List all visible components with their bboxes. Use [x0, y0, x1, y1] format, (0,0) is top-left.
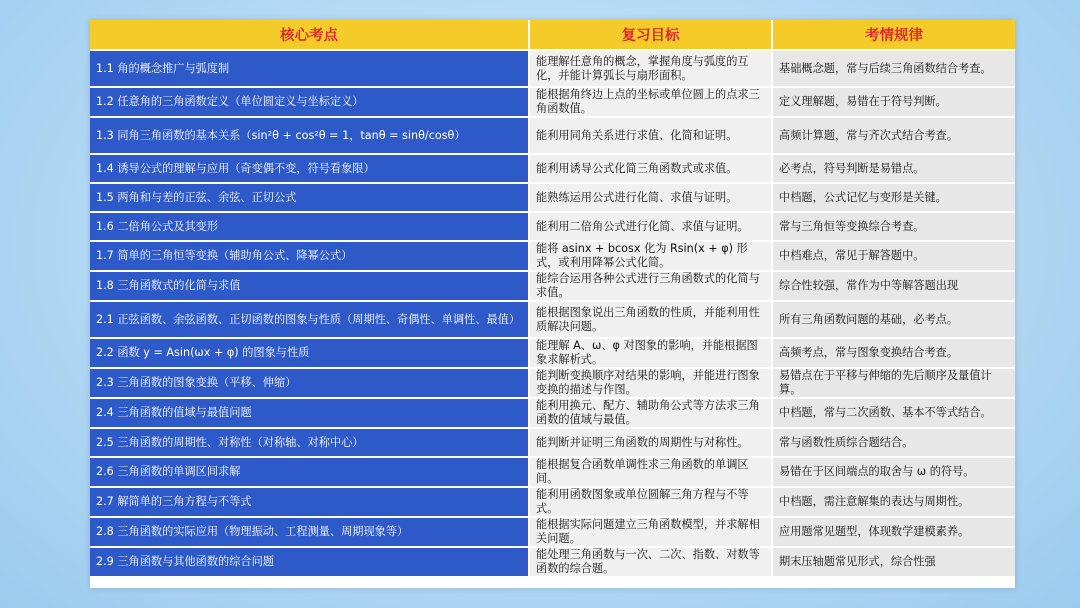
- table-row: [90, 302, 1015, 339]
- table-row: [90, 399, 1015, 429]
- topic-cell: 2.5 三角函数的周期性、对称性（对称轴、对称中心）: [90, 429, 530, 458]
- table-row: [90, 458, 1015, 488]
- table-row: [90, 88, 1015, 118]
- table-row: [90, 242, 1015, 272]
- pattern-cell: 易错在于区间端点的取舍与 ω 的符号。: [773, 458, 1015, 488]
- topic-cell: 1.2 任意角的三角函数定义（单位圆定义与坐标定义）: [90, 88, 530, 118]
- goal-cell: 能利用诱导公式化简三角函数式或求值。: [530, 155, 773, 184]
- table-row: [90, 118, 1015, 155]
- table-row: [90, 184, 1015, 213]
- goal-cell: 能根据角终边上点的坐标或单位圆上的点求三角函数值。: [530, 88, 773, 118]
- topic-cell: 1.7 简单的三角恒等变换（辅助角公式、降幂公式）: [90, 242, 530, 272]
- goal-cell: 能理解任意角的概念，掌握角度与弧度的互化，并能计算弧长与扇形面积。: [530, 51, 773, 88]
- pattern-cell: 期末压轴题常见形式，综合性强: [773, 548, 1015, 578]
- pattern-cell: 中档题，需注意解集的表达与周期性。: [773, 488, 1015, 518]
- topic-cell: 2.2 函数 y = Asin(ωx + φ) 的图象与性质: [90, 339, 530, 369]
- table-row: [90, 488, 1015, 518]
- goal-cell: 能处理三角函数与一次、二次、指数、对数等函数的综合题。: [530, 548, 773, 578]
- pattern-cell: 常与三角恒等变换综合考查。: [773, 213, 1015, 242]
- goal-cell: 能将 asinx + bcosx 化为 Rsin(x + φ) 形式，或利用降幂公式化简。: [530, 242, 773, 272]
- pattern-cell: 应用题常见题型，体现数学建模素养。: [773, 518, 1015, 548]
- goal-cell: 能利用二倍角公式进行化简、求值与证明。: [530, 213, 773, 242]
- pattern-cell: 必考点，符号判断是易错点。: [773, 155, 1015, 184]
- topic-cell: 2.7 解简单的三角方程与不等式: [90, 488, 530, 518]
- table-row: [90, 339, 1015, 369]
- pattern-cell: 中档题，常与二次函数、基本不等式结合。: [773, 399, 1015, 429]
- topic-cell: 1.6 二倍角公式及其变形: [90, 213, 530, 242]
- pattern-cell: 高频考点，常与图象变换结合考查。: [773, 339, 1015, 369]
- goal-cell: 能利用换元、配方、辅助角公式等方法求三角函数的值域与最值。: [530, 399, 773, 429]
- topic-cell: 1.1 角的概念推广与弧度制: [90, 51, 530, 88]
- topic-cell: 1.3 同角三角函数的基本关系（sin²θ + cos²θ = 1，tanθ = sinθ/cosθ）: [90, 118, 530, 155]
- table-row: [90, 429, 1015, 458]
- topic-cell: 1.4 诱导公式的理解与应用（奇变偶不变，符号看象限）: [90, 155, 530, 184]
- pattern-cell: 定义理解题，易错在于符号判断。: [773, 88, 1015, 118]
- table-row: [90, 369, 1015, 399]
- table-row: [90, 213, 1015, 242]
- header-review-goal: 复习目标: [530, 20, 773, 51]
- slide: [90, 20, 1015, 588]
- header-exam-pattern: 考情规律: [773, 20, 1015, 51]
- topic-cell: 2.1 正弦函数、余弦函数、正切函数的图象与性质（周期性、奇偶性、单调性、最值）: [90, 302, 530, 339]
- goal-cell: 能利用函数图象或单位圆解三角方程与不等式。: [530, 488, 773, 518]
- topic-cell: 2.3 三角函数的图象变换（平移、伸缩）: [90, 369, 530, 399]
- pattern-cell: 易错点在于平移与伸缩的先后顺序及量值计算。: [773, 369, 1015, 399]
- pattern-cell: 所有三角函数问题的基础，必考点。: [773, 302, 1015, 339]
- pattern-cell: 中档难点，常见于解答题中。: [773, 242, 1015, 272]
- header-core-topic: 核心考点: [90, 20, 530, 51]
- topic-cell: 2.4 三角函数的值域与最值问题: [90, 399, 530, 429]
- table-header-row: [90, 20, 1015, 51]
- goal-cell: 能理解 A、ω、φ 对图象的影响，并能根据图象求解析式。: [530, 339, 773, 369]
- goal-cell: 能判断变换顺序对结果的影响，并能进行图象变换的描述与作图。: [530, 369, 773, 399]
- goal-cell: 能综合运用各种公式进行三角函数式的化简与求值。: [530, 272, 773, 302]
- pattern-cell: 高频计算题，常与齐次式结合考查。: [773, 118, 1015, 155]
- goal-cell: 能根据图象说出三角函数的性质，并能利用性质解决问题。: [530, 302, 773, 339]
- pattern-cell: 常与函数性质综合题结合。: [773, 429, 1015, 458]
- goal-cell: 能根据复合函数单调性求三角函数的单调区间。: [530, 458, 773, 488]
- topic-cell: 1.5 两角和与差的正弦、余弦、正切公式: [90, 184, 530, 213]
- topic-cell: 2.9 三角函数与其他函数的综合问题: [90, 548, 530, 578]
- topic-cell: 2.6 三角函数的单调区间求解: [90, 458, 530, 488]
- pattern-cell: 基础概念题，常与后续三角函数结合考查。: [773, 51, 1015, 88]
- table-row: [90, 272, 1015, 302]
- table-row: [90, 51, 1015, 88]
- review-table: [90, 20, 1015, 578]
- table-row: [90, 518, 1015, 548]
- goal-cell: 能利用同角关系进行求值、化简和证明。: [530, 118, 773, 155]
- topic-cell: 1.8 三角函数式的化简与求值: [90, 272, 530, 302]
- pattern-cell: 中档题，公式记忆与变形是关键。: [773, 184, 1015, 213]
- table-row: [90, 548, 1015, 578]
- pattern-cell: 综合性较强，常作为中等解答题出现: [773, 272, 1015, 302]
- goal-cell: 能根据实际问题建立三角函数模型，并求解相关问题。: [530, 518, 773, 548]
- table-row: [90, 155, 1015, 184]
- goal-cell: 能判断并证明三角函数的周期性与对称性。: [530, 429, 773, 458]
- goal-cell: 能熟练运用公式进行化简、求值与证明。: [530, 184, 773, 213]
- topic-cell: 2.8 三角函数的实际应用（物理振动、工程测量、周期现象等）: [90, 518, 530, 548]
